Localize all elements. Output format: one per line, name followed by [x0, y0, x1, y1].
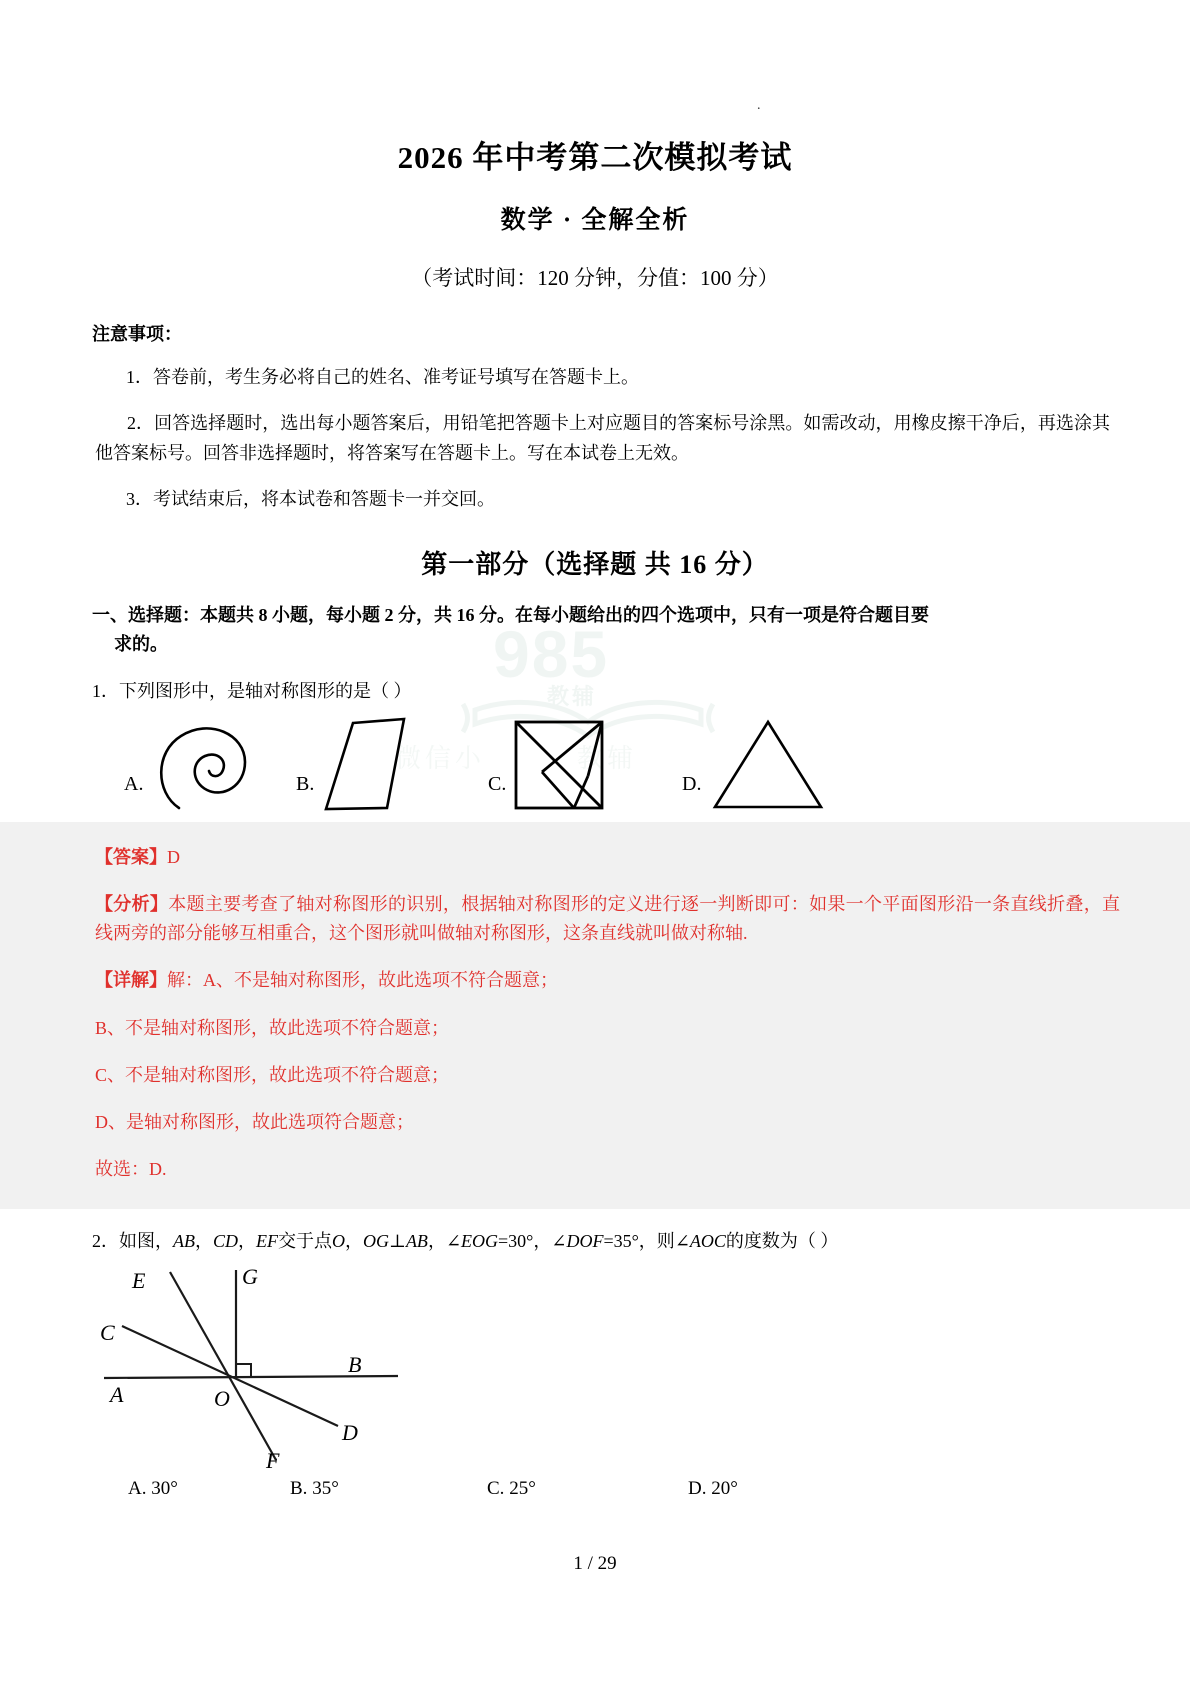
- q2-v7: ∠DOF: [551, 1231, 604, 1252]
- solution-answer-body: D: [167, 846, 180, 867]
- label-O: O: [214, 1385, 230, 1411]
- exam-meta: （考试时间：120 分钟，分值：100 分）: [411, 266, 779, 291]
- q2-choice-c-value: 25°: [509, 1477, 536, 1499]
- intersecting-lines-diagram: [90, 1260, 430, 1470]
- parallelogram-figure: [320, 716, 420, 812]
- section-lead-line1: 一、选择题：本题共 8 小题，每小题 2 分，共 16 分。在每小题给出的四个选项中，只有一项是符合题目要: [92, 604, 929, 625]
- q2-v5: OG⊥AB: [363, 1231, 428, 1252]
- option-a-label: A.: [124, 772, 144, 795]
- q2-p1: 2．如图，: [92, 1231, 173, 1252]
- q2-p2: ，: [195, 1231, 213, 1252]
- solution-line-d: D、是轴对称图形，故此选项符合题意；: [95, 1111, 414, 1132]
- tangram-square-figure: [512, 716, 608, 812]
- question-1-options: [0, 712, 1190, 812]
- page-top-dot: .: [757, 98, 761, 113]
- q2-choice-d-label: D.: [688, 1477, 707, 1499]
- spiral-figure: [149, 716, 259, 812]
- notice-title: 注意事项：: [92, 324, 182, 345]
- q2-v6: ∠EOG: [445, 1231, 499, 1252]
- part-one-title: 第一部分（选择题 共 16 分）: [421, 549, 769, 579]
- solution-final-choice: 故选：D.: [95, 1159, 167, 1180]
- q2-p3: ，: [238, 1231, 257, 1252]
- solution-detail-body: 解：A、不是轴对称图形，故此选项不符合题意；: [167, 970, 558, 991]
- label-A: A: [110, 1381, 124, 1407]
- q2-choice-a[interactable]: [128, 1478, 178, 1500]
- notice-item-1: 1．答卷前，考生务必将自己的姓名、准考证号填写在答题卡上。: [126, 367, 639, 388]
- option-d-label: D.: [682, 772, 702, 795]
- q2-v4: O: [332, 1231, 346, 1252]
- solution-answer: [95, 834, 1120, 881]
- label-C: C: [100, 1319, 115, 1345]
- label-F: F: [266, 1447, 280, 1470]
- q2-choice-b-label: B.: [290, 1477, 308, 1499]
- solution-analysis: [95, 881, 1120, 957]
- question-1-solution-box: [0, 822, 1190, 1209]
- solution-analysis-body: 本题主要考查了轴对称图形的识别，根据轴对称图形的定义进行逐一判断即可：如果一个平面图形沿一条直线折叠，直线两旁的部分能够互相重合，这个图形就叫做轴对称图形，这条直线就叫做对称轴.: [95, 894, 1121, 944]
- q2-v1: AB: [173, 1231, 195, 1252]
- solution-detail: [95, 957, 1120, 1004]
- q2-p9: 的度数为（ ）: [725, 1231, 839, 1252]
- q2-choice-c[interactable]: [487, 1478, 536, 1500]
- section-lead: [0, 581, 1190, 659]
- q2-p5: ，: [345, 1231, 364, 1252]
- label-B: B: [348, 1351, 362, 1377]
- q2-choice-d-value: 20°: [711, 1477, 738, 1499]
- page-title: 2026 年中考第二次模拟考试: [397, 140, 793, 175]
- q2-p4: 交于点: [278, 1231, 333, 1252]
- q2-p7: =30°，: [498, 1231, 552, 1252]
- q2-choice-a-label: A.: [128, 1477, 147, 1499]
- solution-line-b: B、不是轴对称图形，故此选项不符合题意；: [95, 1017, 450, 1038]
- solution-detail-tag: 【详解】: [95, 970, 167, 991]
- question-1-stem: 1．下列图形中，是轴对称图形的是（ ）: [92, 681, 412, 702]
- q2-choice-b[interactable]: [290, 1478, 339, 1500]
- question-1-option-c[interactable]: [488, 712, 608, 812]
- solution-answer-tag: 【答案】: [95, 846, 167, 867]
- q2-choice-c-label: C.: [487, 1477, 505, 1499]
- watermark-number: 985: [493, 617, 610, 691]
- option-b-label: B.: [296, 772, 315, 795]
- question-1-option-a[interactable]: [124, 712, 259, 812]
- label-G: G: [242, 1263, 258, 1289]
- question-2-stem: [0, 1209, 1190, 1256]
- notice-item-3: 3．考试结束后，将本试卷和答题卡一并交回。: [126, 488, 495, 509]
- solution-line-c: C、不是轴对称图形，故此选项不符合题意；: [95, 1064, 450, 1085]
- page-footer: 1 / 29: [573, 1553, 617, 1574]
- q2-choice-a-value: 30°: [151, 1477, 178, 1499]
- question-2-figure: [0, 1260, 1190, 1472]
- watermark-brand: 教辅: [547, 684, 598, 709]
- q2-choice-b-value: 35°: [312, 1477, 339, 1499]
- watermark-bottom-right: 教辅: [577, 744, 638, 773]
- q2-v2: CD: [213, 1231, 239, 1252]
- label-D: D: [342, 1419, 358, 1445]
- q2-choice-d[interactable]: [688, 1478, 738, 1500]
- option-c-label: C.: [488, 772, 507, 795]
- label-E: E: [132, 1267, 146, 1293]
- q2-v8: ∠AOC: [674, 1231, 726, 1252]
- notice-item-2: 2．回答选择题时，选出每小题答案后，用铅笔把答题卡上对应题目的答案标号涂黑。如需改动，用橡皮擦干净后，再选涂其他答案标号。回答非选择题时，将答案写在答题卡上。写在本试卷上无效。: [95, 413, 1110, 463]
- isosceles-triangle-figure: [707, 716, 829, 812]
- q2-p8: =35°，则: [603, 1231, 675, 1252]
- watermark-bottom-left: 微信小: [395, 744, 486, 773]
- q2-v3: EF: [256, 1231, 279, 1252]
- question-1-option-b[interactable]: [296, 712, 420, 812]
- section-lead-line2: 求的。: [114, 633, 168, 654]
- solution-analysis-tag: 【分析】: [95, 894, 169, 915]
- q2-p6: ，: [427, 1231, 446, 1252]
- question-2-choices: [0, 1478, 1190, 1520]
- page-subtitle: 数学 · 全解全析: [500, 207, 690, 235]
- question-1-option-d[interactable]: [682, 712, 829, 812]
